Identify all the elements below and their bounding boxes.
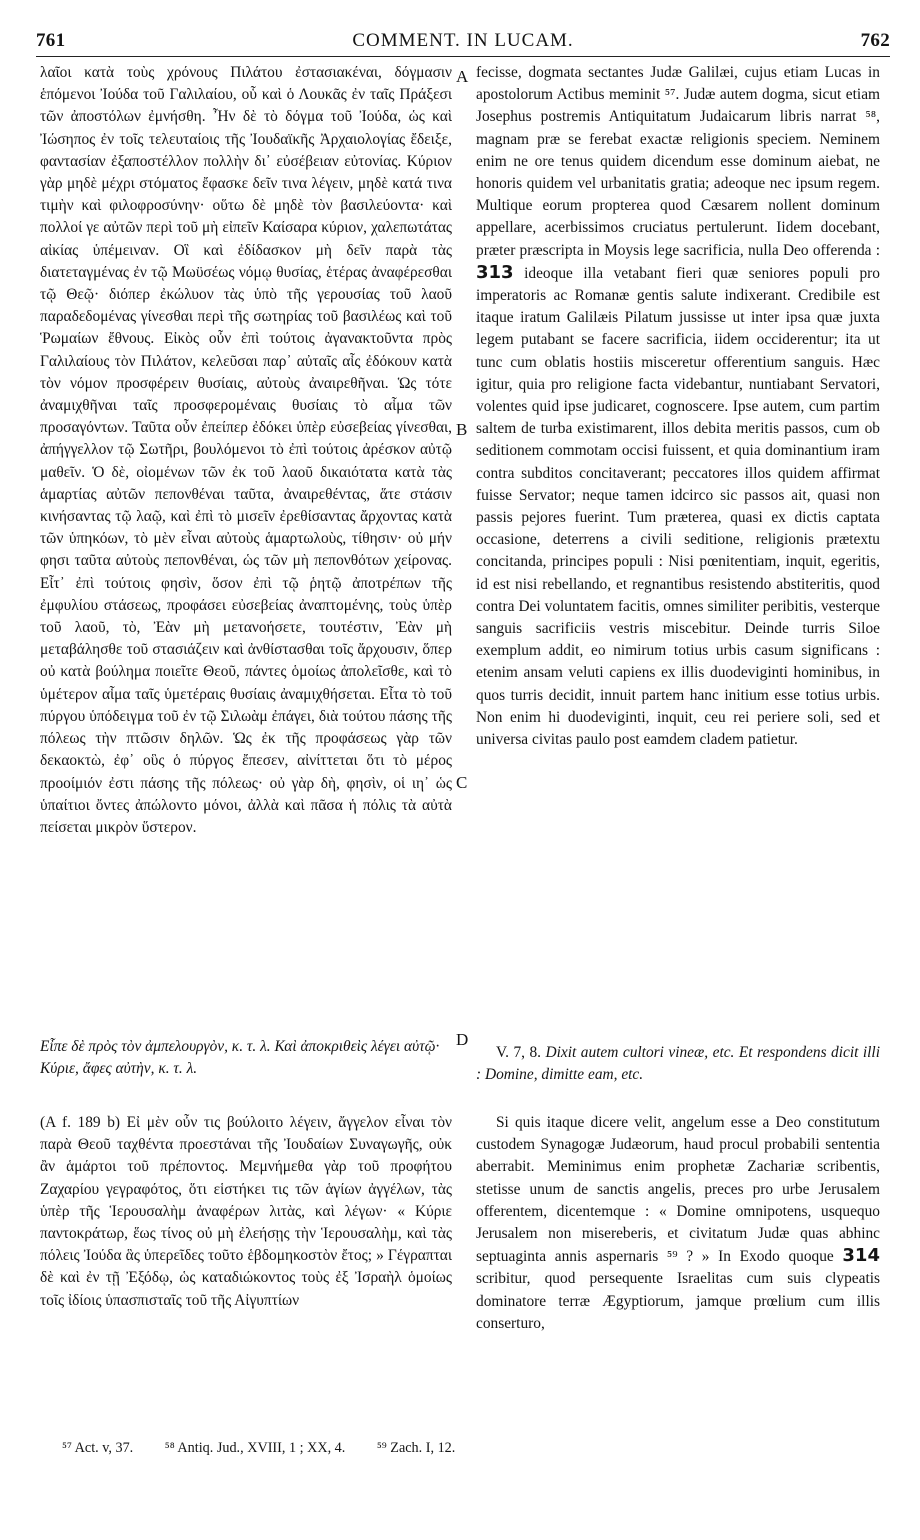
footnote-57: ⁵⁷ Act. v, 37. [62,1440,134,1456]
column-number-314: 314 [842,1245,880,1267]
column-number-313: 313 [476,261,514,283]
page-number-right: 762 [860,30,890,51]
greek-column-bottom [40,1112,452,1412]
lemma-latin [476,1042,880,1090]
margin-letter-c: C [456,773,468,792]
lemma-latin-italic: Dixit autem cultori vineæ, etc. Et respondens dicit illi : Domine, dimitte eam, etc. [476,1044,880,1084]
latin-paragraph-bottom [476,1112,880,1335]
lemma-greek-text [40,1036,452,1080]
lemma-latin-ref: V. 7, 8. [496,1044,542,1061]
lemma-greek-italic: Εἶπε δὲ πρὸς τὸν ἀμπελουργὸν, κ. τ. λ. Καὶ ἀποκριθεὶς λέγει αὐτῷ· Κύριε, ἄφες αὐτὴν, κ. τ. λ. [40,1038,440,1078]
margin-letter-a: A [456,67,469,86]
lemma-latin-text [476,1042,880,1086]
greek-paragraph-bottom: (A f. 189 b) Εἰ μὲν οὖν τις βούλοιτο λέγειν, ἄγγελον εἶναι τὸν παρὰ Θεοῦ ταχθέντα προεστάναι τῆς Ἰουδαίων Συναγωγῆς, οὐκ ἂν ἁμάρτοι τοῦ πρέποντος. Μεμνήμεθα γὰρ τοῦ προφήτου Ζαχαρίου γεγραφότος, ὅτι εἱστήκει τις τῶν ἁγίων ἀγγέλων, τὰς ὑπὲρ τῆς Ἱερουσαλὴμ ἀναφέρων λιτὰς, καὶ λέγων· « Κύριε παντοκράτωρ, ἕως τίνος οὐ μὴ ἐλεήσῃς τὴν Ἱερουσαλὴμ, καὶ τὰς πόλεις Ἰούδα ἃς ὑπερεῖδες τοῦτο ἑβδομηκοστὸν ἔτος; » Γέγραπται δὲ καὶ ἐν τῇ Ἐξόδῳ, ὡς καταδιώκοντος τοὺς ἐξ Ἰσραὴλ ὁμοίως τοῖς ἰδίοις ὑπασπισταῖς τοῦ τῆς Αἰγυπτίων [40,1114,452,1309]
latin-column-top [476,62,880,854]
latin-text-part: ideoque illa vetabant fieri quæ seniores populi pro imperatoris ac Romanæ gentis salute indixerant. Credibile est itaque iratum Galilæis Pilatum jussisse ut inter ipsa quæ juxta legem putabant se facere sacrificia, iidem occiderentur; ita ut tunc cum oblatis hostiis misceretur offerentium sanguis. Hæc igitur, quia pro religione facta videbantur, nuntiabant Servatori, volentes quid ipse judicaret, cognoscere. Ipse autem, cum partim saltem de turba existimarent, illos debita meritis passos, cum ob seditionem commotam occisi fuissent, et quia dominantium iram contra subditos concitaverant; peccatores illos quidem affirmat fuisse Servator; neque tamen idcirco sic passos ait, quasi non passis pejores fuerint. Tum præterea, quasi ex dictis captata occasione, deterrens a civili seditione, religionis prætextu concitanda, principes populi : Nisi pœnitentiam, inquit, egeritis, id est nisi rebellando, et regnantibus resistendo abstiteritis, quod contra Dei voluntatem facitis, omnes similiter peribitis, vesterque sanguis sacrificiis vestris miscebitur. Deinde turris Siloe exemplum addit, eo nimirum totius urbis casum significans : etenim ansam veluti capiens ex illis duodeviginti hominibus, in quos turris decidit, innuit partem hanc initium esse totius urbis. Non enim hi duodeviginti, inquit, ceu rei periere soli, sed et universa civitas paulo post eamdem cladem patietur. [476,264,880,749]
footnote-58: ⁵⁸ Antiq. Jud., XVIII, 1 ; XX, 4. [164,1440,346,1456]
running-header [36,28,890,57]
page-number-left: 761 [36,30,66,51]
latin-text-part: fecisse, dogmata sectantes Judæ Galilæi, cujus etiam Lucas in apostolorum Actibus meminit ⁵⁷. Judæ autem dogma, sicut etiam Josephus postremis Antiquitatum Judaicarum libris narrat ⁵⁸, magnam præ se ferebat exactæ religionis speciem. Neminem enim ne ore tenus quidem dicendum esse dominum aiebat, ne honoris quidem vel urbanitatis gratia; adeoque nec ipsum regem. Multique eorum propterea quod Cæsarem nollent dominum appellare, acerbissimos cruciatus pertulerunt. Iidem docebant, præter præscripta in Moysis lege sacrificia, nulla Deo offerenda : [476,64,880,259]
latin-paragraph [476,62,880,751]
greek-paragraph: λαῖοι κατὰ τοὺς χρόνους Πιλάτου ἐστασιακέναι, δόγμασιν ἑπόμενοι Ἰούδα τοῦ Γαλιλαίου, οὗ καὶ ὁ Λουκᾶς ἐν ταῖς Πράξεσι τῶν ἀποστόλων ἐμνήσθη. Ἦν δὲ τὸ δόγμα τοῦ Ἰούδα, ὡς καὶ Ἰώσηπος ἐν τοῖς τελευταίοις τῆς Ἰουδαϊκῆς Ἀρχαιολογίας ἔδειξε, φαντασίαν ἐξαποστέλλον πολλὴν δι᾽ εὐσέβειαν εὐτονίας. Κύριον γὰρ μηδὲ μέχρι στόματος ἔφασκε δεῖν τινα λέγειν, μηδὲ κατά τινα τιμὴν καὶ φιλοφροσύνην· οὕτω δὲ μηδὲ τὸν βασιλεύοντα· καὶ πολλοί γε αὐτῶν περὶ τοῦ μὴ εἰπεῖν Καίσαρα κύριον, χαλεπωτάτας αἰκίας ὑπέμειναν. Οἳ καὶ ἐδίδασκον μὴ δεῖν παρὰ τὰς διατεταγμένας ἐν τῷ Μωϋσέως νόμῳ θυσίας, ἑτέρας ἀναφέρεσθαι τῷ Θεῷ· διόπερ ἐκώλυον τὰς ὑπὸ τῆς γερουσίας τοῦ λαοῦ παραδεδομένας γίνεσθαι περὶ τῆς σωτηρίας τοῦ βασιλέως καὶ τοῦ Ῥωμαίων ἔθνους. Εἰκὸς οὖν ἐπὶ τούτοις ἀγανακτοῦντα πρὸς Γαλιλαίους τὸν Πιλάτον, κελεῦσαι παρ᾽ αὐταῖς αἷς ἐδόκουν κατὰ τὸν νόμον προσφέρειν θυσίαις, αὐτοὺς ἀναιρεθῆναι. Ὡς τότε ἀναμιχθῆναι ταῖς προσφερομέναις θυσίαις τὸ αἷμα τῶν προσαγόντων. Ταῦτα οὖν ἐπείπερ ἐδόκει ὑπὲρ εὐσεβείας γίνεσθαι, ἀπήγγελλον τῷ Σωτῆρι, βουλόμενοι τὸ ἐπὶ τούτοις ἀρέσκον αὐτῷ μαθεῖν. Ὁ δὲ, οἰομένων τῶν ἐκ τοῦ λαοῦ δικαιότατα κατὰ τὰς ἁμαρτίας αὐτῶν πεπονθέναι ταῦτα, ἀναιρεθέντας, ἅτε στάσιν κινήσαντας τῷ λαῷ, καὶ ἐπὶ τὸ μισεῖν ἐρεθίσαντας ἄρχοντας κατὰ τῶν ὑπηκόων, τὸ μὲν εἶναι αὐτοὺς ἁμαρτωλοὺς, τίθησιν· οὐ μήν φησι ταῦτα αὐτοὺς πεπονθέναι, ὡς τῶν μὴ πεπονθότων χείρονας. Εἶτ᾽ ἐπὶ τούτοις φησὶν, ὅσον ἐπὶ τῷ ῥητῷ ἀποτρέπων τῆς ἐμφυλίου στάσεως, προφάσει εὐσεβείας ἀναπτομένης, τοὺς ὑπὲρ τοῦ λαοῦ, τὸ, Ἐὰν μὴ μετανοήσετε, τουτέστιν, Ἐὰν μὴ μεταβάλησθε τοῦ στασιάζειν καὶ ἀνθίστασθαι τοῖς ἄρχουσιν, ὅπερ οὐ κατὰ βούλημα ποιεῖτε Θεοῦ, πάντες ὁμοίως ἀπολεῖσθε, καὶ τὸ ὑμέτερον αἷμα ταῖς ὑμετέραις θυσίαις ἀναμιχθήσεται. Εἶτα τὸ τοῦ πύργου ὑπόδειγμα τοῦ ἐν τῷ Σιλωὰμ ἐπάγει, διὰ τούτου πάσης τῆς πόλεως τὴν πτῶσιν δηλῶν. Ὡς ἐκ τῆς προφάσεως γὰρ τῶν δεκαοκτὼ, ἐφ᾽ οὓς ὁ πύργος ἔπεσεν, αἰνίττεται ὅτι τὸ μέρος προοίμιόν ἐστι πάσης τῆς πόλεως· οὐ γὰρ δὴ, φησὶν, οἱ ιη᾽ ὡς ὑπαίτιοι ὄντες ἀπώλοντο μόνοι, ἀλλὰ καὶ πᾶσα ἡ πόλις τὰ αὐτὰ πείσεται μικρὸν ὕστερον. [40,64,452,836]
footnotes [62,1440,483,1457]
latin-text-part: scribitur, quod persequente Israelitas cum suis clypeatis dominatore terræ Ægyptiorum, jamque prœlium cum illis conserturo, [476,1270,880,1332]
running-title: COMMENT. IN LUCAM. [352,30,574,51]
footnote-59: ⁵⁹ Zach. I, 12. [376,1440,456,1456]
lemma-greek [40,1036,452,1104]
margin-letter-d: D [456,1030,469,1049]
greek-column-top [40,62,452,854]
latin-column-bottom [476,1112,880,1412]
latin-text-part: Si quis itaque dicere velit, angelum esse a Deo constitutum custodem Synagogæ Judæorum, haud procul probabili sententia aberrabit. Meminimus enim prophetæ Zachariæ scribentis, stetisse unum de sanctis angelis, preces pro urbe Jerusalem offerentem, dicentemque : « Domine omnipotens, usquequo Jerusalem non misereberis, et civitatum Judæ quas abhinc septuaginta annis aspernaris ⁵⁹ ? » In Exodo quoque [476,1114,880,1266]
margin-letter-b: B [456,420,468,439]
